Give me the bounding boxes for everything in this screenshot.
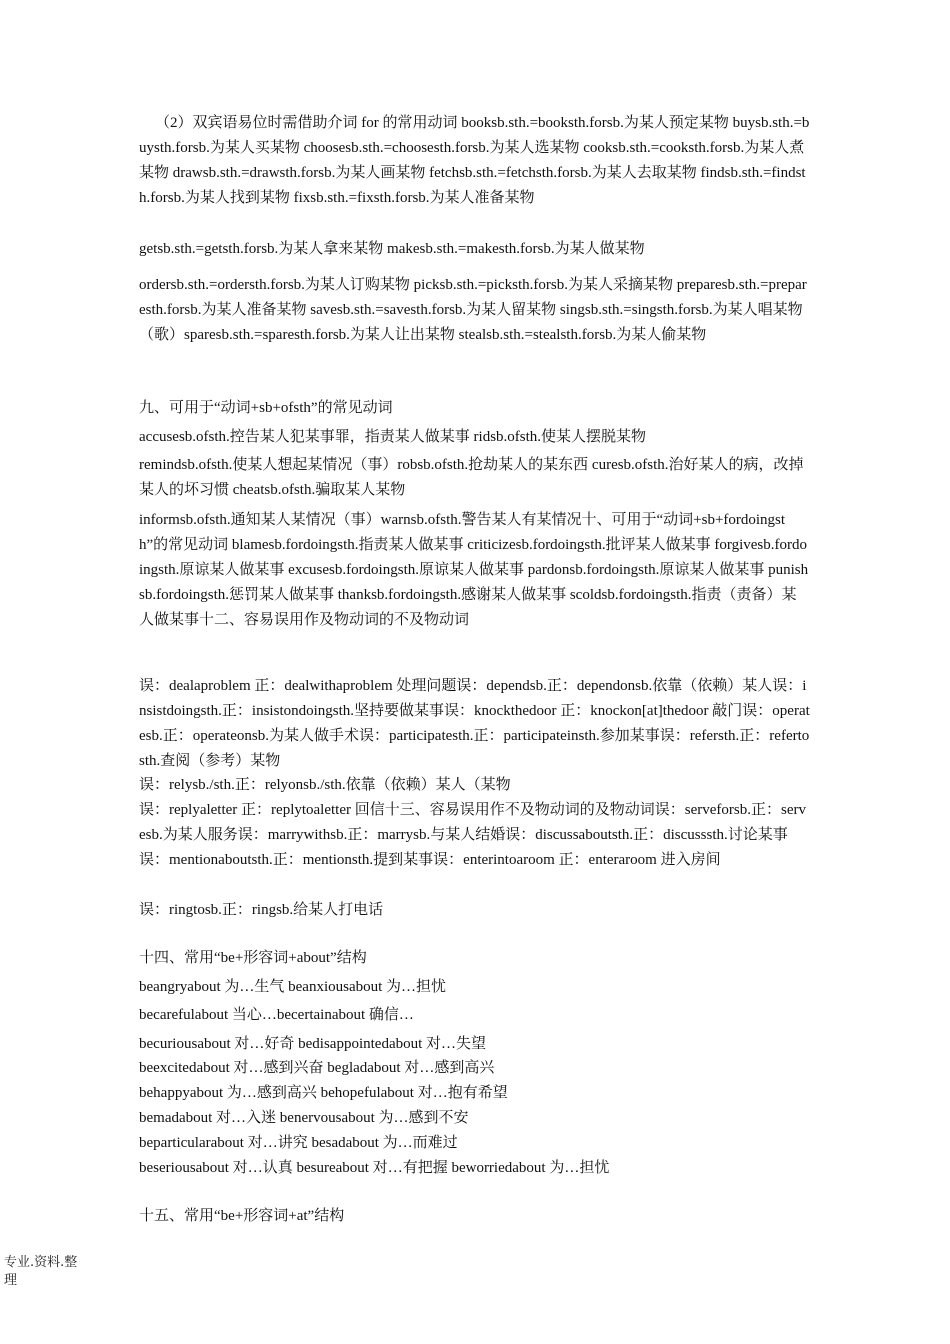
paragraph-reply-enter: 误：replyaletter 正：replytoaletter 回信十三、容易误用作不及物动词的及物动词误：serveforsb.正：servesb.为某人服务误：marrywithsb.正：marrysb.与某人结婚误：discussaboutsth.正：discusssth.讨论某事误：mentionaboutsth.正：mentionsth.提到某事误：enterintoaroom 正：enteraroom 进入房间 — [139, 802, 806, 868]
paragraph-intransitive-errors: 误：dealaproblem 正：dealwithaproblem 处理问题误：dependsb.正：dependonsb.依靠（依赖）某人误：insistdoingsth.正：insistondoingsth.坚持要做某事误：knockthedoor 正：knockon[at]thedoor 敲门误：operatesb.正：operateonsb.为某人做手术误：participatesth.正：participateinsth.参加某事误：refersth.正：refertosth.查阅（参考）某物 — [139, 678, 810, 769]
paragraph-about-line-2: becarefulabout 当心…becertainabout 确信… — [139, 1007, 414, 1023]
paragraph-about-line-1: beangryabout 为…生气 beanxiousabout 为…担忧 — [139, 979, 447, 995]
section-heading-9: 九、可用于“动词+sb+ofsth”的常见动词 — [139, 400, 393, 416]
paragraph-rely: 误：relysb./sth.正：relyonsb./sth.依靠（依赖）某人（某物 — [139, 777, 511, 793]
paragraph-double-object-for: （2）双宾语易位时需借助介词 for 的常用动词 booksb.sth.=booksth.forsb.为某人预定某物 buysb.sth.=buysth.forsb.为某人买某物 choosesb.sth.=choosesth.forsb.为某人选某物 cooksb.sth.=cooksth.forsb.为某人煮某物 drawsb.sth.=drawsth.forsb.为某人画某物 fetchsb.sth.=fetchsth.forsb.为某人去取某物 findsb.sth.=findsth.forsb.为某人找到某物 fixsb.sth.=fixsth.forsb.为某人准备某物 — [139, 115, 810, 206]
paragraph-remind-cheat: remindsb.ofsth.使某人想起某情况（事）robsb.ofsth.抢劫某人的某东西 curesb.ofsth.治好某人的病，改掉某人的坏习惯 cheatsb.ofsth.骗取某人某物 — [139, 457, 804, 498]
section-heading-14: 十四、常用“be+形容词+about”结构 — [139, 950, 367, 966]
paragraph-about-line-4: beexcitedabout 对…感到兴奋 begladabout 对…感到高兴 — [139, 1060, 495, 1076]
paragraph-accuse-rid: accusesb.ofsth.控告某人犯某事罪，指责某人做某事 ridsb.ofsth.使某人摆脱某物 — [139, 429, 647, 445]
paragraph-about-line-8: beseriousabout 对…认真 besureabout 对…有把握 beworriedabout 为…担忧 — [139, 1160, 610, 1176]
paragraph-about-line-6: bemadabout 对…入迷 benervousabout 为…感到不安 — [139, 1110, 469, 1126]
footer-note: 专业.资料.整理 — [4, 1255, 78, 1288]
section-heading-15: 十五、常用“be+形容词+at”结构 — [139, 1208, 345, 1224]
paragraph-get-make: getsb.sth.=getsth.forsb.为某人拿来某物 makesb.sth.=makesth.forsb.为某人做某物 — [139, 241, 645, 257]
paragraph-ring: 误：ringtosb.正：ringsb.给某人打电话 — [139, 902, 384, 918]
paragraph-about-line-7: beparticularabout 对…讲究 besadabout 为…而难过 — [139, 1135, 458, 1151]
paragraph-about-line-3: becuriousabout 对…好奇 bedisappointedabout 对…失望 — [139, 1036, 487, 1052]
paragraph-inform-scold: informsb.ofsth.通知某人某情况（事）warnsb.ofsth.警告某人有某情况十、可用于“动词+sb+fordoingsth”的常见动词 blamesb.fordoingsth.指责某人做某事 criticizesb.fordoingsth.批评某人做某事 forgivesb.fordoingsth.原谅某人做某事 excusesb.fordoingsth.原谅某人做某事 pardonsb.fordoingsth.原谅某人做某事 punishsb.fordoingsth.惩罚某人做某事 thanksb.fordoingsth.感谢某人做某事 scoldsb.fordoingsth.指责（责备）某人做某事十二、容易误用作及物动词的不及物动词 — [139, 512, 809, 628]
paragraph-order-steal: ordersb.sth.=ordersth.forsb.为某人订购某物 picksb.sth.=picksth.forsb.为某人采摘某物 preparesb.sth.=preparesth.forsb.为某人准备某物 savesb.sth.=savesth.forsb.为某人留某物 singsb.sth.=singsth.forsb.为某人唱某物（歌）sparesb.sth.=sparesth.forsb.为某人让出某物 stealsb.sth.=stealsth.forsb.为某人偷某物 — [139, 277, 807, 343]
paragraph-about-line-5: behappyabout 为…感到高兴 behopefulabout 对…抱有希望 — [139, 1085, 508, 1101]
